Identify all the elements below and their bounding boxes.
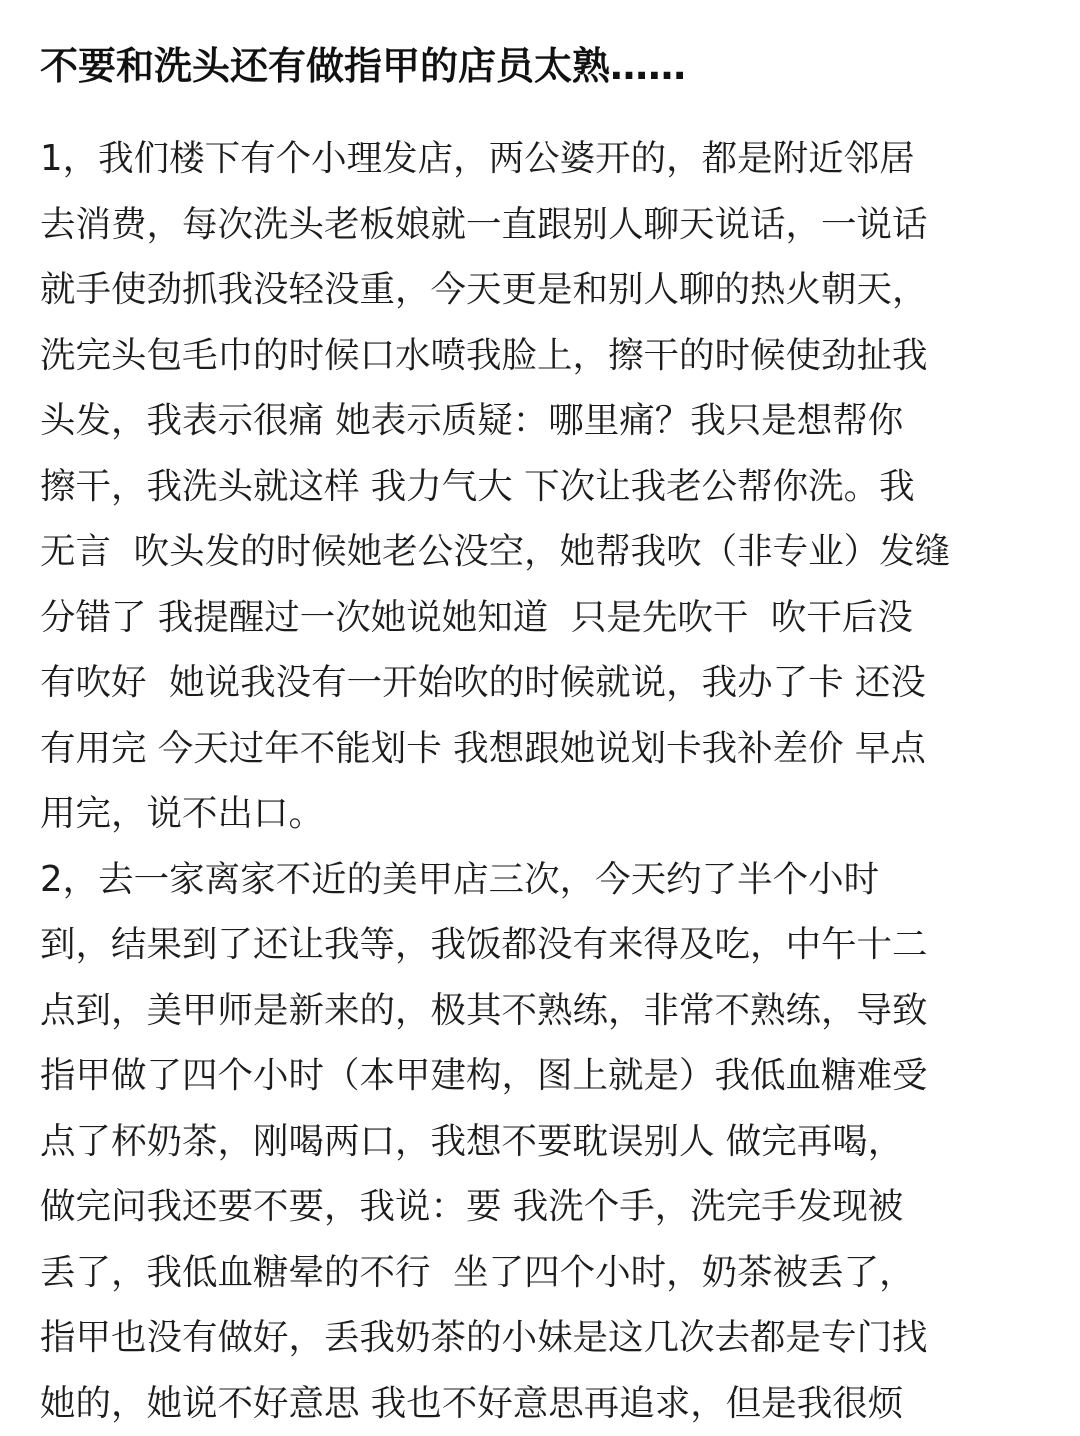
body-line: 无言 吹头发的时候她老公没空，她帮我吹（非专业）发缝 [40, 519, 1050, 585]
body-line: 就手使劲抓我没轻没重，今天更是和别人聊的热火朝天， [40, 257, 1050, 323]
body-line: 有用完 今天过年不能划卡 我想跟她说划卡我补差价 早点 [40, 716, 1050, 782]
body-line: 1，我们楼下有个小理发店，两公婆开的，都是附近邻居 [40, 126, 1050, 192]
body-line: 点了杯奶茶，刚喝两口，我想不要耽误别人 做完再喝， [40, 1109, 1050, 1175]
body-line: 2，去一家离家不近的美甲店三次，今天约了半个小时 [40, 847, 1050, 913]
body-line: 到，结果到了还让我等，我饭都没有来得及吃，中午十二 [40, 912, 1050, 978]
body-line: 用完，说不出口。 [40, 781, 1050, 847]
body-line: 有吹好 她说我没有一开始吹的时候就说，我办了卡 还没 [40, 650, 1050, 716]
body-line: 点到，美甲师是新来的，极其不熟练，非常不熟练，导致 [40, 978, 1050, 1044]
body-line: 分错了 我提醒过一次她说她知道 只是先吹干 吹干后没 [40, 585, 1050, 651]
body-line: 做完问我还要不要，我说：要 我洗个手，洗完手发现被 [40, 1174, 1050, 1240]
post-body [40, 126, 1050, 1436]
body-line: 头发，我表示很痛 她表示质疑：哪里痛？我只是想帮你 [40, 388, 1050, 454]
body-line: 指甲也没有做好，丢我奶茶的小妹是这几次去都是专门找 [40, 1305, 1050, 1371]
post-title: 不要和洗头还有做指甲的店员太熟…… [40, 44, 1050, 88]
body-line: 去消费，每次洗头老板娘就一直跟别人聊天说话，一说话 [40, 192, 1050, 258]
body-line: 擦干，我洗头就这样 我力气大 下次让我老公帮你洗。我 [40, 454, 1050, 520]
body-line: 她的，她说不好意思 我也不好意思再追求，但是我很烦 [40, 1371, 1050, 1436]
body-line: 指甲做了四个小时（本甲建构，图上就是）我低血糖难受 [40, 1043, 1050, 1109]
post-container [40, 0, 1050, 1436]
body-line: 洗完头包毛巾的时候口水喷我脸上，擦干的时候使劲扯我 [40, 323, 1050, 389]
body-line: 丢了，我低血糖晕的不行 坐了四个小时，奶茶被丢了， [40, 1240, 1050, 1306]
